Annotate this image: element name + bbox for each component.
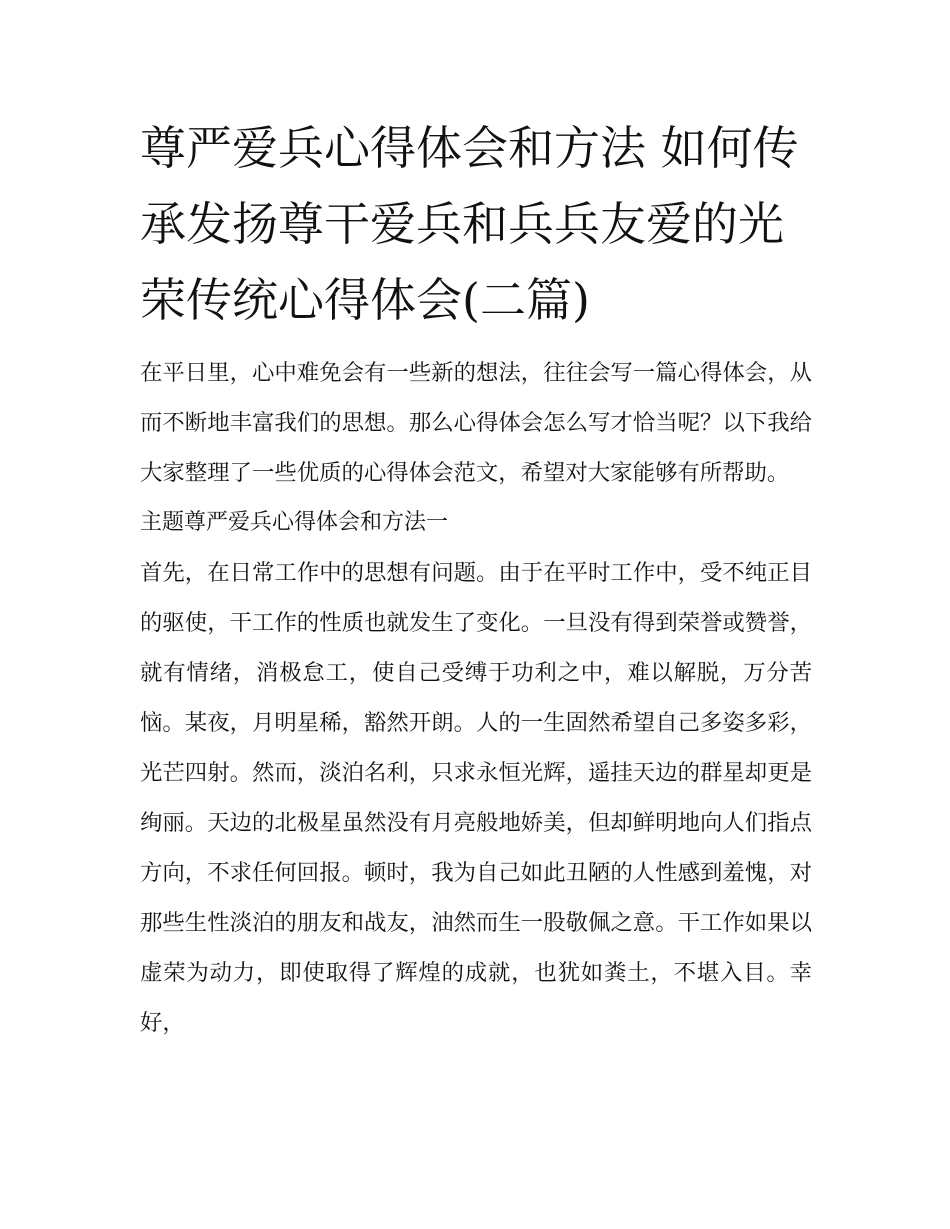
intro-paragraph: 在平日里，心中难免会有一些新的想法，往往会写一篇心得体会，从而不断地丰富我们的思想。那么心得体会怎么写才恰当呢？以下我给大家整理了一些优质的心得体会范文，希望对大家能够有所帮助。 [140,360,812,486]
document-page [140,110,812,1048]
body-paragraph: 首先，在日常工作中的思想有问题。由于在平时工作中，受不纯正目的驱使，干工作的性质也就发生了变化。一旦没有得到荣誉或赞誉，就有情绪，消极怠工，使自己受缚于功利之中，难以解脱，万分苦恼。某夜，月明星稀，豁然开朗。人的一生固然希望自己多姿多彩，光芒四射。然而，淡泊名利，只求永恒光辉，遥挂天边的群星却更是绚丽。天边的北极星虽然没有月亮般地娇美，但却鲜明地向人们指点方向，不求任何回报。顿时，我为自己如此丑陋的人性感到羞愧，对那些生性淡泊的朋友和战友，油然而生一股敬佩之意。干工作如果以虚荣为动力，即使取得了辉煌的成就，也犹如粪土，不堪入目。幸好， [140,560,812,1036]
section-heading: 主题尊严爱兵心得体会和方法一 [140,510,449,535]
document-title: 尊严爱兵心得体会和方法 如何传承发扬尊干爱兵和兵兵友爱的光荣传统心得体会(二篇) [140,121,799,327]
